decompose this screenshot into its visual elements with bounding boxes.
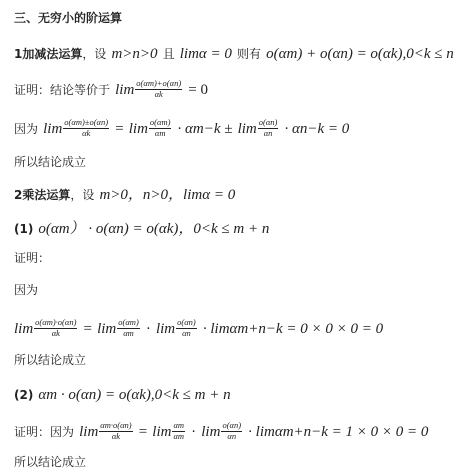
dot-sign: · xyxy=(145,320,151,337)
mul-c1-tail: · limαm+n−k = 0 × 0 × 0 = 0 xyxy=(202,320,384,337)
mul-setup: ，设 xyxy=(70,188,95,202)
lim-word: lim xyxy=(152,423,172,440)
section-title: 三、无穷小的阶运算 xyxy=(14,11,123,25)
add-term-1: · αm−k ± xyxy=(177,120,233,137)
lim-word: lim xyxy=(201,423,221,440)
mul-case2-label: (2) xyxy=(14,388,34,402)
add-lim-alpha: limα = 0 xyxy=(179,46,232,62)
mul-c1-fraction-1: $\frac{o(\alpha m)\cdot o(\alpha n)}{\alpha k}$ xyxy=(35,317,77,338)
lim-word: lim xyxy=(43,120,63,137)
lim-word: lim xyxy=(14,320,34,337)
mul-case1-equation xyxy=(14,318,383,339)
add-fraction-2: $\frac{o(\alpha m)}{\alpha m}$ xyxy=(149,117,171,138)
lim-word: lim xyxy=(155,320,176,337)
lim-word: lim xyxy=(115,81,135,98)
mul-case1-formula: o(αm） · o(αn) = o(αk)，0<k ≤ m + n xyxy=(38,221,270,237)
add-term-2: · αn−k = 0 xyxy=(284,120,350,137)
mul-case2-conclusion: 所以结论成立 xyxy=(14,455,87,469)
add-heading: 1加减法运算 xyxy=(14,47,83,61)
add-conclusion: 所以结论成立 xyxy=(14,155,87,169)
mul-case2-proof-label: 证明：因为 xyxy=(14,424,75,439)
lim-word: lim xyxy=(97,320,117,337)
add-setup: ，设 xyxy=(82,47,107,61)
lim-word: lim xyxy=(128,120,148,137)
lim-word: lim xyxy=(237,120,257,137)
mul-case1-because: 因为 xyxy=(14,283,39,297)
add-condition: m>n>0 xyxy=(111,46,158,62)
mul-case2-formula: αm · o(αn) = o(αk),0<k ≤ m + n xyxy=(38,387,231,403)
dot-sign: · xyxy=(191,423,197,440)
mul-case1-proof-label: 证明： xyxy=(14,251,51,265)
add-proof-fraction: $\frac{o(\alpha m)+o(\alpha n)}{\alpha k}$ xyxy=(136,78,182,99)
add-fraction-3: $\frac{o(\alpha n)}{\alpha n}$ xyxy=(258,117,278,138)
add-proof-eq: = 0 xyxy=(188,81,208,98)
add-because-line xyxy=(14,118,349,139)
mul-c1-fraction-3: $\frac{o(\alpha n)}{\alpha n}$ xyxy=(177,317,196,338)
lim-word: lim xyxy=(79,423,99,440)
equals-sign: = xyxy=(115,120,124,137)
add-because: 因为 xyxy=(14,121,39,136)
add-then: 则有 xyxy=(237,47,262,61)
mul-case2-proof-line xyxy=(14,421,428,442)
mul-condition: m>0，n>0，limα = 0 xyxy=(99,187,236,203)
mul-c2-tail: · limαm+n−k = 1 × 0 × 0 = 0 xyxy=(248,423,429,440)
mul-heading: 2乘法运算 xyxy=(14,188,71,202)
equals-sign: = xyxy=(83,320,92,337)
mul-case1-label: (1) xyxy=(14,222,34,236)
mul-c2-fraction-1: $\frac{\alpha m\cdot o(\alpha n)}{\alpha k}$ xyxy=(100,420,132,441)
mul-c2-fraction-3: $\frac{o(\alpha n)}{\alpha n}$ xyxy=(222,420,242,441)
add-formula: o(αm) + o(αn) = o(αk),0<k ≤ n xyxy=(266,46,454,62)
mul-c2-fraction-2: $\frac{\alpha m}{\alpha m}$ xyxy=(173,420,185,441)
mul-c1-fraction-2: $\frac{o(\alpha m)}{\alpha m}$ xyxy=(118,317,139,338)
mul-case1-conclusion: 所以结论成立 xyxy=(14,353,87,367)
add-and: 且 xyxy=(162,47,175,61)
equals-sign: = xyxy=(138,423,148,440)
mul-heading-line xyxy=(14,186,235,203)
mul-case1-line xyxy=(14,220,269,237)
add-proof-line xyxy=(14,79,208,100)
add-heading-line xyxy=(14,45,454,62)
add-proof-label: 证明：结论等价于 xyxy=(14,82,111,97)
mul-case2-line xyxy=(14,386,231,403)
add-fraction-1: $\frac{o(\alpha m)\pm o(\alpha n)}{\alpha k}$ xyxy=(64,117,109,138)
